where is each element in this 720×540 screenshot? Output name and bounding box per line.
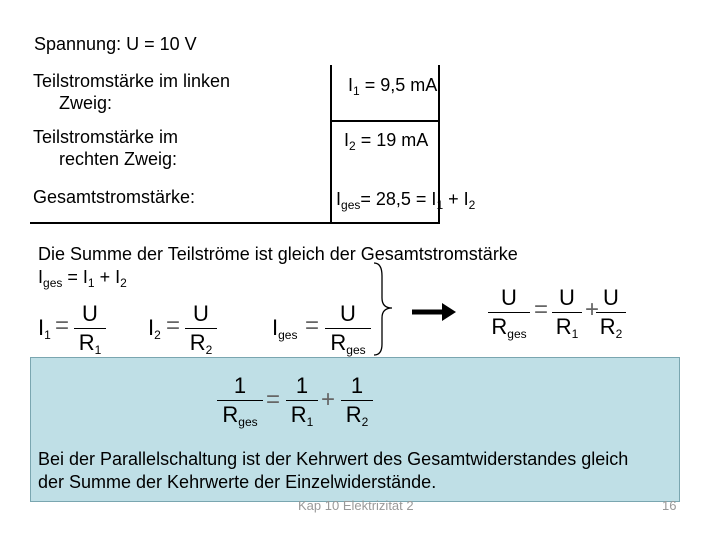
row2-value: $I_2 = 19$ mA	[344, 130, 429, 153]
arrow-right-icon	[410, 300, 458, 324]
footer-page-number: 16	[662, 498, 677, 513]
statement-line2: $I_{ges} = I_1 + I_2$	[38, 267, 127, 290]
formula-right-frac-ges: U $R_{ges}$	[488, 286, 530, 346]
table-divider-row1	[330, 120, 438, 122]
formula-iges-fraction: U $R_{ges}$	[325, 302, 371, 362]
formula-right-frac-2: U $R_2$	[596, 286, 626, 346]
row3-label: Gesamtstromstärke:	[33, 187, 196, 207]
row2-label: Teilstromstärke im rechten Zweig:	[33, 127, 179, 169]
panel-frac-2: 1 $R_2$	[341, 374, 373, 434]
formula-i2-lhs: $I_2$	[148, 315, 161, 342]
footer-chapter: Kap 10 Elektrizität 2	[298, 498, 414, 513]
formula-iges-lhs: $I_{ges}$	[272, 315, 298, 342]
panel-frac-1: 1 $R_1$	[286, 374, 318, 434]
voltage-heading: Spannung: U = 10 V	[34, 34, 197, 54]
right-brace-icon	[366, 258, 406, 358]
statement-line1: Die Summe der Teilströme ist gleich der Gesamtstromstärke	[38, 244, 518, 264]
row1-value: $I_1 = 9,5$ mA	[348, 75, 438, 98]
formula-i2-fraction: U $R_2$	[185, 302, 217, 362]
formula-iges-equals: =	[305, 312, 320, 339]
formula-right-plus: +	[585, 296, 600, 323]
formula-i2-equals: =	[166, 312, 181, 339]
formula-i1-fraction: U $R_1$	[74, 302, 106, 362]
formula-right-frac-1: U $R_1$	[552, 286, 582, 346]
panel-plus: +	[321, 386, 336, 413]
formula-i1-equals: =	[55, 312, 70, 339]
current-table	[30, 65, 476, 224]
table-divider-vertical	[330, 65, 332, 222]
panel-text-line2: der Summe der Kehrwerte der Einzelwiderstände.	[38, 472, 437, 492]
row1-label: Teilstromstärke im linken Zweig:	[33, 71, 231, 113]
row3-value: $I_{ges}= 28,5 = I_1 + I_2$	[336, 189, 476, 212]
panel-text-line1: Bei der Parallelschaltung ist der Kehrwert des Gesamtwiderstandes gleich	[38, 449, 629, 469]
panel-equals: =	[266, 386, 281, 413]
conclusion-panel	[30, 357, 680, 502]
formula-i1-lhs: $I_1$	[38, 315, 51, 342]
formula-right-equals: =	[534, 296, 549, 323]
panel-frac-ges: 1 $R_{ges}$	[217, 374, 263, 434]
